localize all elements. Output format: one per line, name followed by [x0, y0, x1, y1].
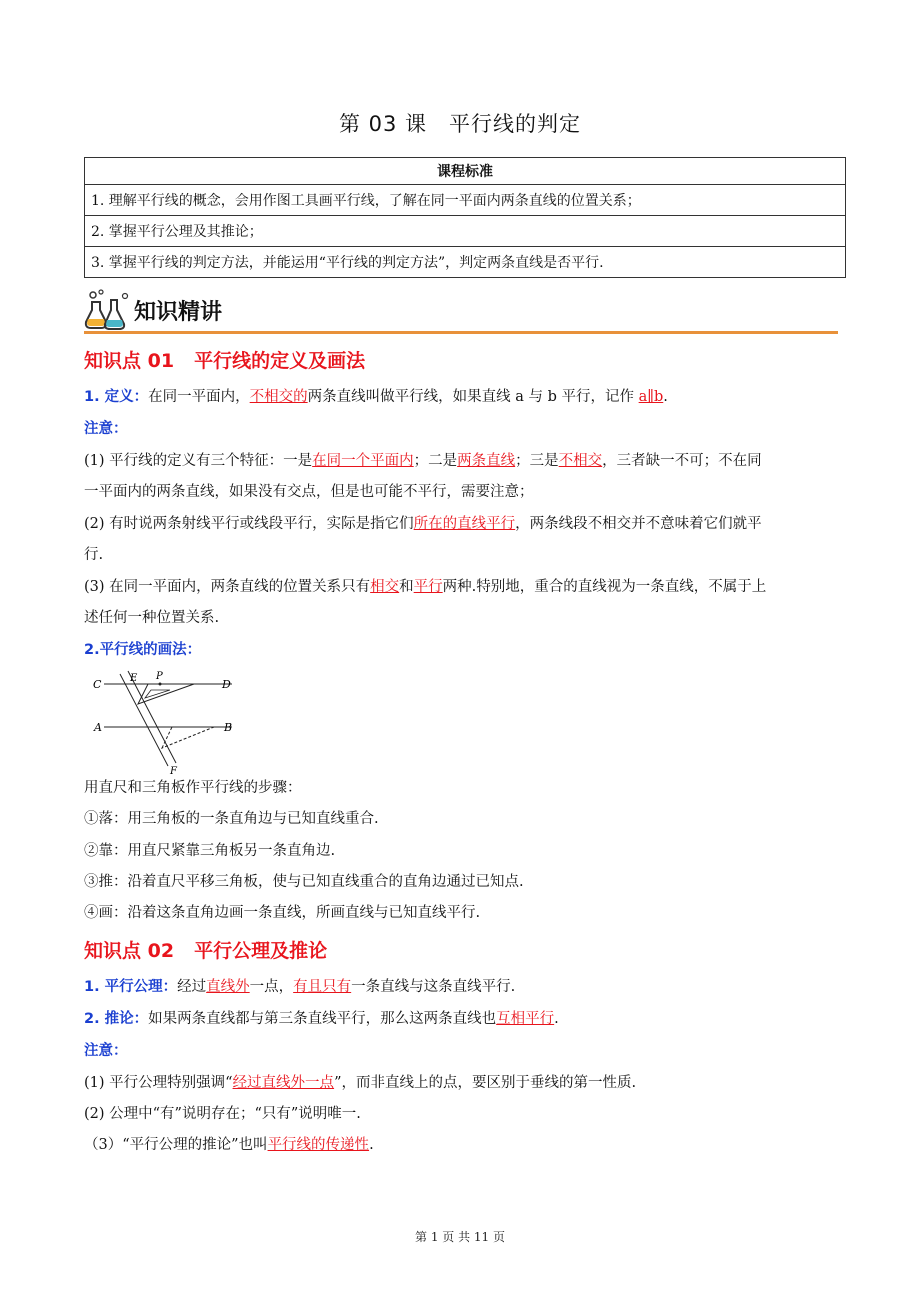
section-number: 知识点 02: [84, 940, 175, 962]
curriculum-standards-table: [84, 157, 846, 278]
banner-label: 知识精讲: [134, 300, 223, 325]
standard-item: 2. 掌握平行公理及其推论；: [85, 216, 846, 247]
definition-label: 1. 定义：: [84, 389, 149, 405]
text: ；三是: [515, 453, 559, 469]
axiom-note-1: [84, 1073, 844, 1093]
text: 一条直线与这条直线平行.: [351, 979, 516, 995]
lesson-number: 第 03 课: [338, 112, 428, 136]
key-term: 不相交的: [249, 389, 308, 405]
label-D: D: [222, 678, 231, 691]
banner-divider: [84, 331, 838, 334]
note-label: 注意：: [84, 421, 128, 437]
section-1-heading: [84, 346, 365, 373]
note-1: [84, 451, 844, 471]
key-term: 有且只有: [293, 979, 352, 995]
key-term: 平行: [413, 579, 443, 595]
key-term: 所在的直线平行: [413, 516, 516, 532]
parallel-axiom-line: [84, 977, 844, 997]
text: .: [554, 1011, 559, 1027]
text: 两种.特别地，重合的直线视为一条直线，不属于上: [442, 579, 767, 595]
step-item: ①落：用三角板的一条直角边与已知直线重合.: [84, 811, 379, 827]
page-title: [0, 108, 920, 138]
label-E: E: [130, 673, 138, 684]
text: .: [663, 389, 668, 405]
standard-item: 3. 掌握平行线的判定方法，并能运用“平行线的判定方法”，判定两条直线是否平行.: [85, 247, 846, 278]
text: 经过: [177, 979, 207, 995]
note-3-cont: 述任何一种位置关系.: [84, 610, 220, 626]
key-term: 经过直线外一点: [232, 1075, 335, 1091]
standards-header: 课程标准: [85, 158, 846, 185]
section-title: 平行线的定义及画法: [194, 350, 366, 372]
label-C: C: [93, 678, 102, 691]
key-term: 相交: [370, 579, 400, 595]
note-3: [84, 577, 844, 597]
section-2-heading: [84, 936, 327, 963]
axiom-note-3: [84, 1135, 844, 1155]
step-item: ④画：沿着这条直角边画一条直线，所画直线与已知直线平行.: [84, 905, 481, 921]
key-term: 在同一个平面内: [312, 453, 414, 469]
text: 在同一平面内，: [148, 389, 250, 405]
key-term: 互相平行: [496, 1011, 555, 1027]
key-term: 直线外: [206, 979, 250, 995]
text: .: [369, 1137, 374, 1153]
step-item: ③推：沿着直尺平移三角板，使与已知直线重合的直角边通过已知点.: [84, 874, 524, 890]
lab-flask-icon: [84, 288, 130, 332]
key-term: 不相交: [558, 453, 603, 469]
standard-item: 1. 理解平行线的概念，会用作图工具画平行线，了解在同一平面内两条直线的位置关系；: [85, 185, 846, 216]
text: 一点，: [249, 979, 294, 995]
text: 和: [399, 579, 414, 595]
text: ，两条线段不相交并不意味着它们就平: [515, 516, 762, 532]
text: ”，而非直线上的点，要区别于垂线的第一性质.: [334, 1075, 637, 1091]
text: （3）“平行公理的推论”也叫: [84, 1137, 268, 1153]
note-label: 注意：: [84, 1043, 128, 1059]
note-1-cont: 一平面内的两条直线，如果没有交点，但是也可能不平行，需要注意；: [84, 484, 534, 500]
label-P: P: [156, 671, 163, 682]
text: 两条直线叫做平行线，如果直线 a 与 b 平行，记作: [307, 389, 635, 405]
text: (1) 平行公理特别强调“: [84, 1075, 233, 1091]
label-B: B: [224, 721, 233, 734]
corollary-line: [84, 1009, 844, 1029]
text: (3) 在同一平面内，两条直线的位置关系只有: [84, 579, 371, 595]
definition-line: [84, 387, 844, 407]
drawing-method-label: 2.平行线的画法：: [84, 642, 202, 658]
label-F: F: [170, 766, 177, 777]
page-footer: 第 1 页 共 11 页: [415, 1230, 505, 1244]
section-title: 平行公理及推论: [194, 940, 328, 962]
text: (2) 有时说两条射线平行或线段平行，实际是指它们: [84, 516, 414, 532]
note-2-cont: 行.: [84, 547, 104, 563]
corollary-label: 2. 推论：: [84, 1011, 149, 1027]
key-term: 平行线的传递性: [267, 1137, 370, 1153]
parallel-construction-figure: [90, 666, 250, 778]
text: 如果两条直线都与第三条直线平行，那么这两条直线也: [148, 1011, 497, 1027]
section-number: 知识点 01: [84, 350, 175, 372]
label-A: A: [94, 721, 102, 734]
step-item: ②靠：用直尺紧靠三角板另一条直角边.: [84, 843, 336, 859]
steps-intro: 用直尺和三角板作平行线的步骤：: [84, 780, 302, 796]
note-2: [84, 514, 844, 534]
lesson-topic: 平行线的判定: [449, 112, 582, 136]
text: ，三者缺一不可；不在同: [602, 453, 762, 469]
key-term: 两条直线: [457, 453, 516, 469]
key-term: a∥b: [638, 389, 664, 405]
knowledge-banner: [84, 288, 838, 336]
text: (1) 平行线的定义有三个特征：一是: [84, 453, 313, 469]
axiom-label: 1. 平行公理：: [84, 979, 178, 995]
text: ；二是: [413, 453, 458, 469]
axiom-note-2: (2) 公理中“有”说明存在；“只有”说明唯一.: [84, 1106, 361, 1122]
